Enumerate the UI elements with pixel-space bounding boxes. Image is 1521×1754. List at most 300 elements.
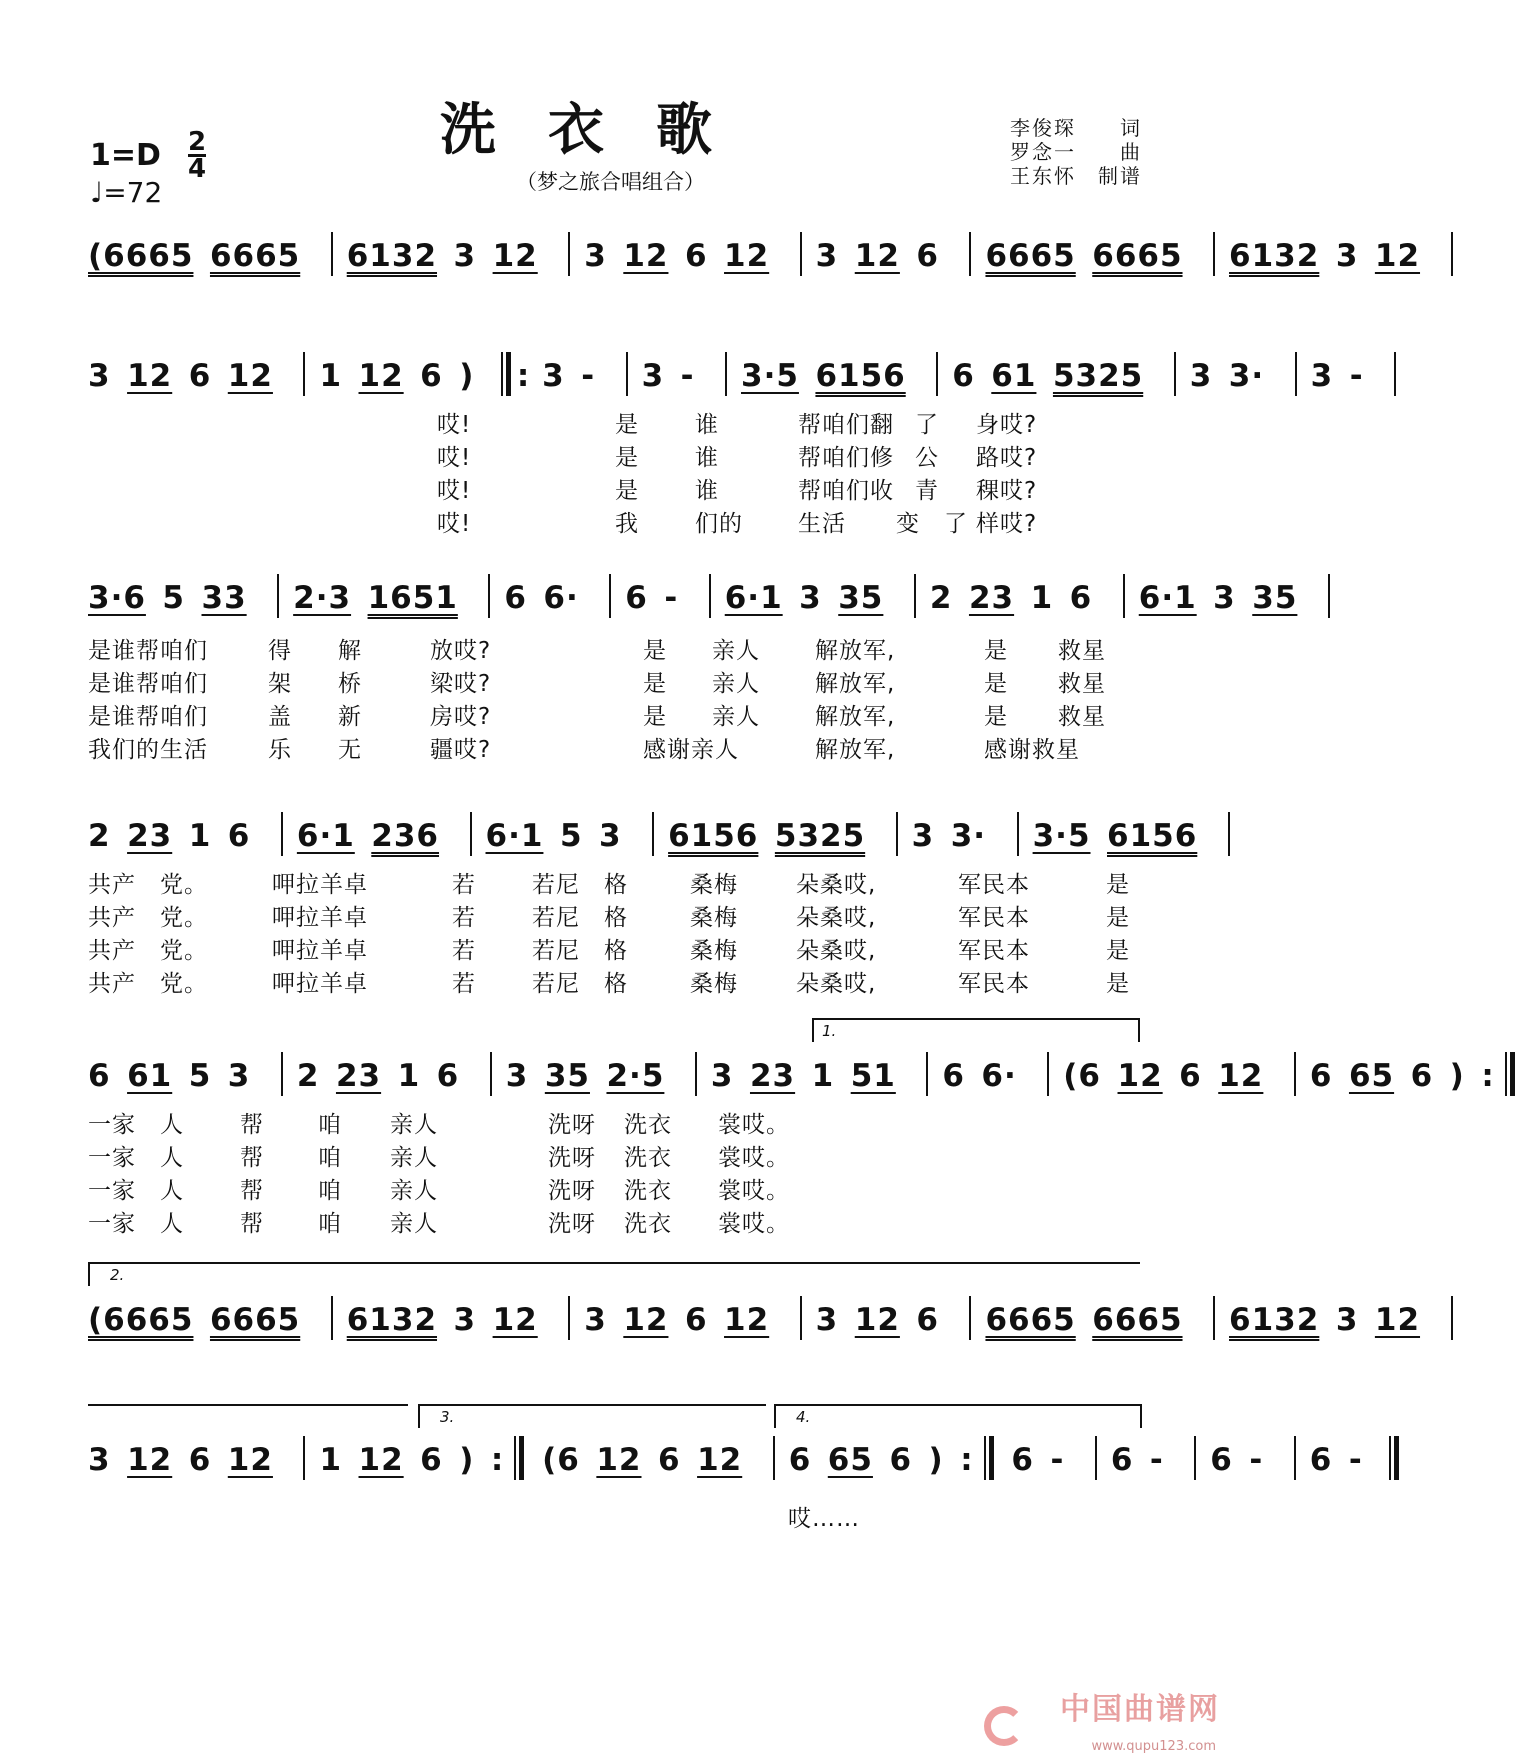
note-group: ) — [459, 358, 475, 394]
note-group: 12 — [697, 1442, 743, 1478]
lyric: 变 了 — [896, 511, 968, 537]
lyric: 若 — [452, 971, 476, 997]
lyric: 感谢救星 — [984, 737, 1080, 763]
note-group: 3· — [950, 818, 987, 854]
note-group: 6 — [942, 1058, 965, 1094]
barline — [800, 1296, 802, 1340]
lyric: 解放军, — [815, 704, 896, 730]
note-group: 2 — [88, 818, 111, 854]
note-group: 51 — [850, 1058, 896, 1094]
note-group: 6 — [658, 1442, 681, 1478]
note-group: 6 — [1110, 1442, 1134, 1478]
composer-credit: 罗念一 曲 — [1010, 140, 1142, 164]
lyric: 架 — [268, 671, 292, 697]
barline — [490, 1052, 492, 1096]
lyric: 洗衣 — [624, 1211, 672, 1237]
lyric: 帮咱们修 — [798, 445, 894, 471]
note-group: 6665 — [209, 238, 301, 274]
lyric: 军民本 — [958, 872, 1030, 898]
note-group: 12 — [623, 1302, 669, 1338]
barline — [331, 232, 333, 276]
barline — [303, 1436, 305, 1480]
lyric: 疆哎? — [430, 737, 492, 763]
lyric: 帮 — [240, 1145, 264, 1171]
note-group: 6 — [889, 1442, 913, 1478]
note-group: 5 — [162, 580, 185, 616]
note-group: 6 — [625, 580, 648, 616]
song-title: 洗衣歌 — [440, 97, 764, 163]
note-group: 12 — [1374, 238, 1421, 274]
note-group: 23 — [127, 818, 173, 854]
note-group: 6 — [436, 1058, 460, 1094]
lyric: 谁 — [695, 412, 719, 438]
note-group: 6 — [684, 238, 708, 274]
note-group: 6 — [420, 358, 443, 394]
note-group: 6 — [1309, 1442, 1333, 1478]
barline — [1451, 1296, 1453, 1340]
lyric: 哎! — [437, 511, 472, 537]
note-group: ) — [459, 1442, 475, 1478]
note-group: 12 — [1117, 1058, 1163, 1094]
lyric: 朵桑哎, — [796, 905, 877, 931]
barline — [725, 352, 727, 396]
lyric: 救星 — [1058, 638, 1106, 664]
note-group: 3 — [453, 1302, 477, 1338]
lyric: 谁 — [695, 478, 719, 504]
lyric: 军民本 — [958, 938, 1030, 964]
note-group: 6 — [684, 1302, 708, 1338]
note-group: 12 — [1218, 1058, 1264, 1094]
lyric: 亲人 — [712, 638, 760, 664]
lyric: 帮咱们收 — [798, 478, 894, 504]
barline — [1047, 1052, 1049, 1096]
lyric: 无 — [338, 737, 362, 763]
barline — [1123, 574, 1125, 618]
lyric: 身哎? — [976, 412, 1038, 438]
note-group: 3 — [453, 238, 477, 274]
repeat-end: : — [960, 1442, 999, 1478]
watermark-url: www.qupu123.com — [1091, 1739, 1216, 1754]
note-group: 1 — [319, 1442, 343, 1478]
note-group: 6665 — [985, 238, 1076, 274]
barline — [800, 232, 802, 276]
note-group: 6665 — [985, 1302, 1076, 1338]
lyric: 是 — [615, 445, 639, 471]
lyric: 救星 — [1058, 671, 1106, 697]
lyric: 样哎? — [976, 511, 1038, 537]
note-group: 1 — [188, 818, 212, 854]
lyric: 是 — [643, 671, 667, 697]
lyric: 梁哎? — [430, 671, 492, 697]
note-group: 12 — [492, 238, 538, 274]
barline — [331, 1296, 333, 1340]
lyric: 裳哎。 — [718, 1112, 790, 1138]
lyric: 是 — [643, 704, 667, 730]
note-group: (6665 — [88, 1302, 194, 1338]
note-group: 6665 — [1092, 238, 1183, 274]
lyric: 我们的生活 — [88, 737, 208, 763]
barline — [1295, 352, 1297, 396]
note-group: 6 — [1210, 1442, 1233, 1478]
note-group: 65 — [827, 1442, 873, 1478]
lyric: 共产 党。 — [88, 905, 208, 931]
lyric: 了 — [915, 412, 939, 438]
lyrics-block-3 — [0, 866, 1240, 1006]
lyric: 亲人 — [390, 1211, 438, 1237]
note-group: 61 — [127, 1058, 173, 1094]
note-group: 12 — [358, 1442, 404, 1478]
note-group: - — [581, 358, 596, 394]
barline — [277, 574, 279, 618]
performer-subtitle: （梦之旅合唱组合） — [516, 170, 705, 194]
note-group: 6 — [420, 1442, 443, 1478]
note-group: 3 — [505, 1058, 529, 1094]
note-group: 33 — [201, 580, 247, 616]
note-group: (6 — [542, 1442, 580, 1478]
note-group: 12 — [358, 358, 404, 394]
repeat-end: : — [491, 1442, 530, 1478]
lyric: 咱 — [318, 1178, 342, 1204]
lyric: 路哎? — [976, 445, 1038, 471]
barline — [936, 352, 938, 396]
note-group: 23 — [335, 1058, 382, 1094]
lyric: 亲人 — [390, 1145, 438, 1171]
note-group: ) — [928, 1442, 944, 1478]
note-group: 6·1 — [724, 580, 783, 616]
note-group: - — [1149, 1442, 1164, 1478]
note-group: 6·1 — [1138, 580, 1197, 616]
lyric: 解 — [338, 638, 362, 664]
ending-bracket-1 — [812, 1018, 1140, 1042]
note-group: 3 — [1213, 580, 1236, 616]
lyric: 帮咱们翻 — [798, 412, 894, 438]
barline — [773, 1436, 775, 1480]
lyric: 是 — [1106, 872, 1130, 898]
watermark-logo-icon — [984, 1706, 1024, 1746]
final-lyric: 哎…… — [788, 1506, 860, 1532]
lyric: 军民本 — [958, 905, 1030, 931]
barline — [926, 1052, 928, 1096]
note-group: 12 — [227, 1442, 273, 1478]
lyric: 是 — [984, 638, 1008, 664]
barline — [709, 574, 711, 618]
lyric: 裳哎。 — [718, 1145, 790, 1171]
barline — [1174, 352, 1176, 396]
barline — [1228, 812, 1230, 856]
note-group: 2·3 — [293, 580, 352, 616]
note-group: (6665 — [88, 238, 194, 274]
note-group: 6·1 — [485, 818, 544, 854]
lyric: 公 — [915, 445, 939, 471]
lyric: 帮 — [240, 1178, 264, 1204]
note-group: 12 — [854, 238, 900, 274]
lyric: 稞哎? — [976, 478, 1038, 504]
lyric: 救星 — [1058, 704, 1106, 730]
note-group: 3 — [911, 818, 935, 854]
note-group: 3 — [584, 1302, 607, 1338]
note-group: 6 — [916, 1302, 939, 1338]
note-group: 3 — [710, 1058, 734, 1094]
note-group: 6 — [188, 1442, 212, 1478]
note-group: 12 — [1374, 1302, 1421, 1338]
ending-bracket-2-cont — [88, 1404, 408, 1428]
note-group: 3 — [88, 1442, 111, 1478]
lyric: 洗呀 — [548, 1145, 596, 1171]
lyric: 若 — [452, 905, 476, 931]
note-group: 6132 — [1229, 238, 1320, 274]
note-group: 6156 — [668, 818, 759, 854]
lyric: 们的 — [695, 511, 743, 537]
lyric: 朵桑哎, — [796, 872, 877, 898]
note-group: ) — [1449, 1058, 1465, 1094]
lyric: 哎! — [437, 445, 472, 471]
lyric: 洗呀 — [548, 1211, 596, 1237]
lyric: 是 — [1106, 938, 1130, 964]
lyric: 亲人 — [712, 704, 760, 730]
note-group: 3 — [1335, 1302, 1359, 1338]
lyric: 新 — [338, 704, 362, 730]
ending-bracket-2 — [88, 1262, 1140, 1286]
note-group: 3 — [799, 580, 822, 616]
lyric: 共产 党。 — [88, 872, 208, 898]
barline — [1017, 812, 1019, 856]
lyrics-block-1 — [0, 406, 1240, 546]
note-group: 5 — [188, 1058, 212, 1094]
lyric: 呷拉羊卓 — [272, 971, 368, 997]
lyric: 是 — [984, 671, 1008, 697]
repeat-start: : — [491, 358, 530, 394]
note-group: - — [1348, 1442, 1363, 1478]
lyric: 洗呀 — [548, 1112, 596, 1138]
lyric: 若尼 格 — [532, 905, 628, 931]
lyric: 得 — [268, 638, 292, 664]
note-group: - — [1349, 358, 1364, 394]
note-group: 3 — [1310, 358, 1334, 394]
lyric: 洗衣 — [624, 1145, 672, 1171]
lyric: 朵桑哎, — [796, 971, 877, 997]
note-group: 6 — [88, 1058, 111, 1094]
lyric: 桥 — [338, 671, 362, 697]
barline — [1095, 1436, 1097, 1480]
barline — [281, 1052, 283, 1096]
lyric: 呷拉羊卓 — [272, 938, 368, 964]
lyric: 是 — [615, 478, 639, 504]
lyric: 是 — [1106, 971, 1130, 997]
note-group: 5 — [559, 818, 583, 854]
barline — [969, 1296, 971, 1340]
barline — [626, 352, 628, 396]
note-group: 5325 — [1052, 358, 1144, 394]
barline — [1451, 232, 1453, 276]
barline — [652, 812, 654, 856]
note-group: 12 — [724, 1302, 770, 1338]
note-group: 12 — [492, 1302, 538, 1338]
note-group: 3·5 — [741, 358, 799, 394]
barline — [969, 232, 971, 276]
note-group: 3 — [815, 1302, 839, 1338]
note-group: 12 — [623, 238, 669, 274]
note-group: - — [664, 580, 679, 616]
note-group: 61 — [991, 358, 1037, 394]
lyric: 谁 — [695, 445, 719, 471]
lyric: 桑梅 — [690, 971, 738, 997]
note-group: 6 — [188, 358, 212, 394]
note-group: 3 — [88, 358, 111, 394]
lyric: 共产 党。 — [88, 938, 208, 964]
note-group: 1 — [1030, 580, 1054, 616]
note-group: 6 — [916, 238, 939, 274]
note-group: 5325 — [774, 818, 866, 854]
lyric: 青 — [915, 478, 939, 504]
note-group: 6 — [1069, 580, 1093, 616]
lyric: 一家 人 — [88, 1145, 184, 1171]
notes-line-3 — [88, 574, 1344, 618]
lyric: 盖 — [268, 704, 292, 730]
barline — [1213, 232, 1215, 276]
lyric: 一家 人 — [88, 1112, 184, 1138]
note-group: 6132 — [346, 238, 438, 274]
note-group: - — [1050, 1442, 1065, 1478]
lyric: 洗呀 — [548, 1178, 596, 1204]
notes-line-5 — [88, 1052, 1521, 1096]
barline — [281, 812, 283, 856]
notes-line-1 — [88, 232, 1467, 276]
tempo-marking: ♩=72 — [90, 176, 163, 209]
note-group: 35 — [1252, 580, 1298, 616]
note-group: 2 — [929, 580, 953, 616]
lyric: 是谁帮咱们 — [88, 671, 208, 697]
note-group: 23 — [968, 580, 1015, 616]
lyric: 一家 人 — [88, 1211, 184, 1237]
lyric: 哎! — [437, 412, 472, 438]
lyric: 是 — [643, 638, 667, 664]
lyric: 生活 — [798, 511, 846, 537]
lyric: 亲人 — [712, 671, 760, 697]
note-group: 35 — [544, 1058, 590, 1094]
note-group: 6 — [227, 818, 251, 854]
watermark-site-name: 中国曲谱网 — [1060, 1692, 1220, 1727]
lyric: 放哎? — [430, 638, 492, 664]
barline — [303, 352, 305, 396]
notes-line-4 — [88, 812, 1244, 856]
note-group: 3 — [641, 358, 665, 394]
note-group: 6· — [543, 580, 579, 616]
note-group: 12 — [127, 358, 173, 394]
note-group: 3· — [1228, 358, 1265, 394]
barline — [1294, 1436, 1296, 1480]
note-group: 6665 — [1092, 1302, 1183, 1338]
lyric: 解放军, — [815, 737, 896, 763]
lyric: 我 — [615, 511, 639, 537]
lyric: 若尼 格 — [532, 938, 628, 964]
arranger-credit: 王东怀 制谱 — [1010, 164, 1142, 188]
final-barline — [1379, 1442, 1405, 1478]
note-group: (6 — [1063, 1058, 1102, 1094]
lyric: 朵桑哎, — [796, 938, 877, 964]
barline — [470, 812, 472, 856]
lyric: 洗衣 — [624, 1112, 672, 1138]
lyric: 解放军, — [815, 638, 896, 664]
note-group: 3 — [1189, 358, 1213, 394]
lyric: 洗衣 — [624, 1178, 672, 1204]
ending-label-1: 1. — [822, 1022, 837, 1040]
barline — [896, 812, 898, 856]
lyric: 呷拉羊卓 — [272, 872, 368, 898]
note-group: 3 — [584, 238, 607, 274]
lyric: 军民本 — [958, 971, 1030, 997]
note-group: 6 — [788, 1442, 812, 1478]
time-sig-top: 2 — [188, 127, 207, 157]
barline — [1394, 352, 1396, 396]
lyric: 是 — [1106, 905, 1130, 931]
lyric: 房哎? — [430, 704, 492, 730]
barline — [914, 574, 916, 618]
lyric: 呷拉羊卓 — [272, 905, 368, 931]
repeat-end: : — [1481, 1058, 1520, 1094]
note-group: 1 — [319, 358, 343, 394]
barline — [1328, 574, 1330, 618]
note-group: 65 — [1348, 1058, 1395, 1094]
note-group: 6· — [981, 1058, 1017, 1094]
note-group: 6 — [1011, 1442, 1034, 1478]
ending-label-4: 4. — [796, 1408, 811, 1426]
notes-line-2 — [88, 352, 1410, 396]
note-group: 12 — [596, 1442, 642, 1478]
note-group: 3 — [599, 818, 622, 854]
lyric: 若 — [452, 872, 476, 898]
notes-line-7 — [88, 1436, 1405, 1480]
barline — [609, 574, 611, 618]
lyric: 帮 — [240, 1112, 264, 1138]
lyric: 是谁帮咱们 — [88, 638, 208, 664]
note-group: 3 — [1335, 238, 1359, 274]
note-group: 6665 — [209, 1302, 301, 1338]
barline — [695, 1052, 697, 1096]
barline — [488, 574, 490, 618]
note-group: 6 — [1179, 1058, 1202, 1094]
note-group: 6156 — [815, 358, 906, 394]
lyric: 若尼 格 — [532, 971, 628, 997]
ending-bracket-3 — [418, 1404, 766, 1428]
note-group: 12 — [854, 1302, 900, 1338]
lyric: 一家 人 — [88, 1178, 184, 1204]
lyric: 若 — [452, 938, 476, 964]
lyric: 裳哎。 — [718, 1211, 790, 1237]
ending-label-3: 3. — [440, 1408, 455, 1426]
lyric: 哎! — [437, 478, 472, 504]
barline — [568, 232, 570, 276]
lyric: 桑梅 — [690, 938, 738, 964]
note-group: 35 — [838, 580, 884, 616]
note-group: 2 — [296, 1058, 320, 1094]
note-group: 3 — [227, 1058, 251, 1094]
note-group: 6156 — [1107, 818, 1198, 854]
note-group: 1651 — [367, 580, 458, 616]
note-group: 3 — [815, 238, 839, 274]
lyric: 是 — [615, 412, 639, 438]
key-signature: 1=D — [90, 138, 161, 173]
ending-bracket-4 — [774, 1404, 1142, 1428]
note-group: 6132 — [1229, 1302, 1320, 1338]
note-group: 6 — [952, 358, 975, 394]
lyric: 乐 — [268, 737, 292, 763]
note-group: 23 — [749, 1058, 796, 1094]
lyrics-block-4 — [0, 1106, 1240, 1246]
note-group: 3·6 — [88, 580, 146, 616]
time-signature — [188, 127, 207, 184]
lyric: 裳哎。 — [718, 1178, 790, 1204]
barline — [1194, 1436, 1196, 1480]
